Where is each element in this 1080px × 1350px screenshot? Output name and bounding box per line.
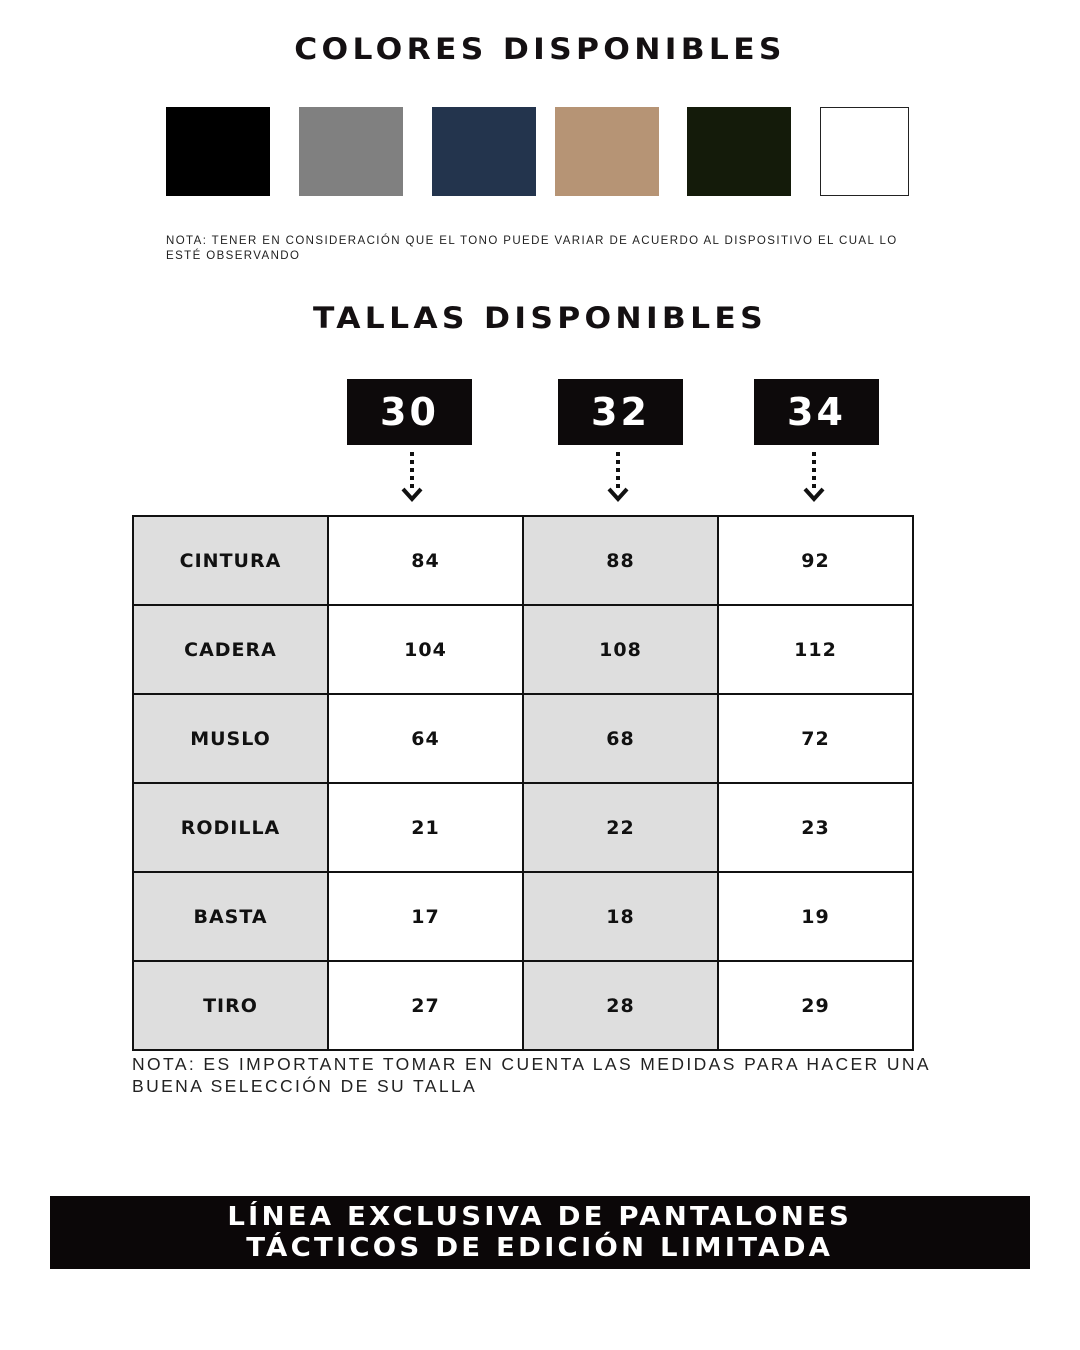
table-cell: 21 — [328, 783, 523, 872]
size-header-32: 32 — [558, 379, 683, 445]
table-row — [133, 605, 913, 694]
banner-text — [228, 1202, 853, 1264]
banner-line-2: TÁCTICOS DE EDICIÓN LIMITADA — [246, 1232, 834, 1263]
table-cell: 23 — [718, 783, 913, 872]
table-cell: 88 — [523, 516, 718, 605]
color-swatch-white — [820, 107, 909, 196]
table-cell: 72 — [718, 694, 913, 783]
row-label-cintura: CINTURA — [133, 516, 328, 605]
table-cell: 64 — [328, 694, 523, 783]
table-row — [133, 516, 913, 605]
table-cell: 17 — [328, 872, 523, 961]
row-label-basta: BASTA — [133, 872, 328, 961]
table-cell: 27 — [328, 961, 523, 1050]
row-label-rodilla: RODILLA — [133, 783, 328, 872]
table-cell: 22 — [523, 783, 718, 872]
color-swatch-beige — [555, 107, 659, 196]
table-cell: 104 — [328, 605, 523, 694]
promo-banner — [50, 1196, 1030, 1269]
row-label-muslo: MUSLO — [133, 694, 328, 783]
table-cell: 84 — [328, 516, 523, 605]
table-row — [133, 961, 913, 1050]
colors-title: COLORES DISPONIBLES — [294, 32, 786, 66]
table-cell: 18 — [523, 872, 718, 961]
table-cell: 68 — [523, 694, 718, 783]
arrow-down-icon — [606, 452, 630, 504]
table-cell: 92 — [718, 516, 913, 605]
color-swatch-olive — [687, 107, 791, 196]
row-label-cadera: CADERA — [133, 605, 328, 694]
table-row — [133, 783, 913, 872]
color-note: NOTA: TENER EN CONSIDERACIÓN QUE EL TONO PUEDE VARIAR DE ACUERDO AL DISPOSITIVO EL CUAL LO ESTÉ OBSERVANDO — [166, 235, 898, 262]
sizes-title: TALLAS DISPONIBLES — [312, 301, 767, 335]
size-table — [132, 515, 914, 1051]
table-row — [133, 694, 913, 783]
table-cell: 29 — [718, 961, 913, 1050]
table-cell: 108 — [523, 605, 718, 694]
size-header-30: 30 — [347, 379, 472, 445]
color-swatch-gray — [299, 107, 403, 196]
table-cell: 112 — [718, 605, 913, 694]
banner-line-1: LÍNEA EXCLUSIVA DE PANTALONES — [227, 1201, 853, 1232]
size-header-34: 34 — [754, 379, 879, 445]
size-note: NOTA: ES IMPORTANTE TOMAR EN CUENTA LAS MEDIDAS PARA HACER UNA BUENA SELECCIÓN DE SU TALLA — [132, 1054, 931, 1096]
color-swatch-black — [166, 107, 270, 196]
table-cell: 28 — [523, 961, 718, 1050]
arrow-down-icon — [400, 452, 424, 504]
arrow-down-icon — [802, 452, 826, 504]
color-swatch-navy — [432, 107, 536, 196]
table-cell: 19 — [718, 872, 913, 961]
table-row — [133, 872, 913, 961]
row-label-tiro: TIRO — [133, 961, 328, 1050]
